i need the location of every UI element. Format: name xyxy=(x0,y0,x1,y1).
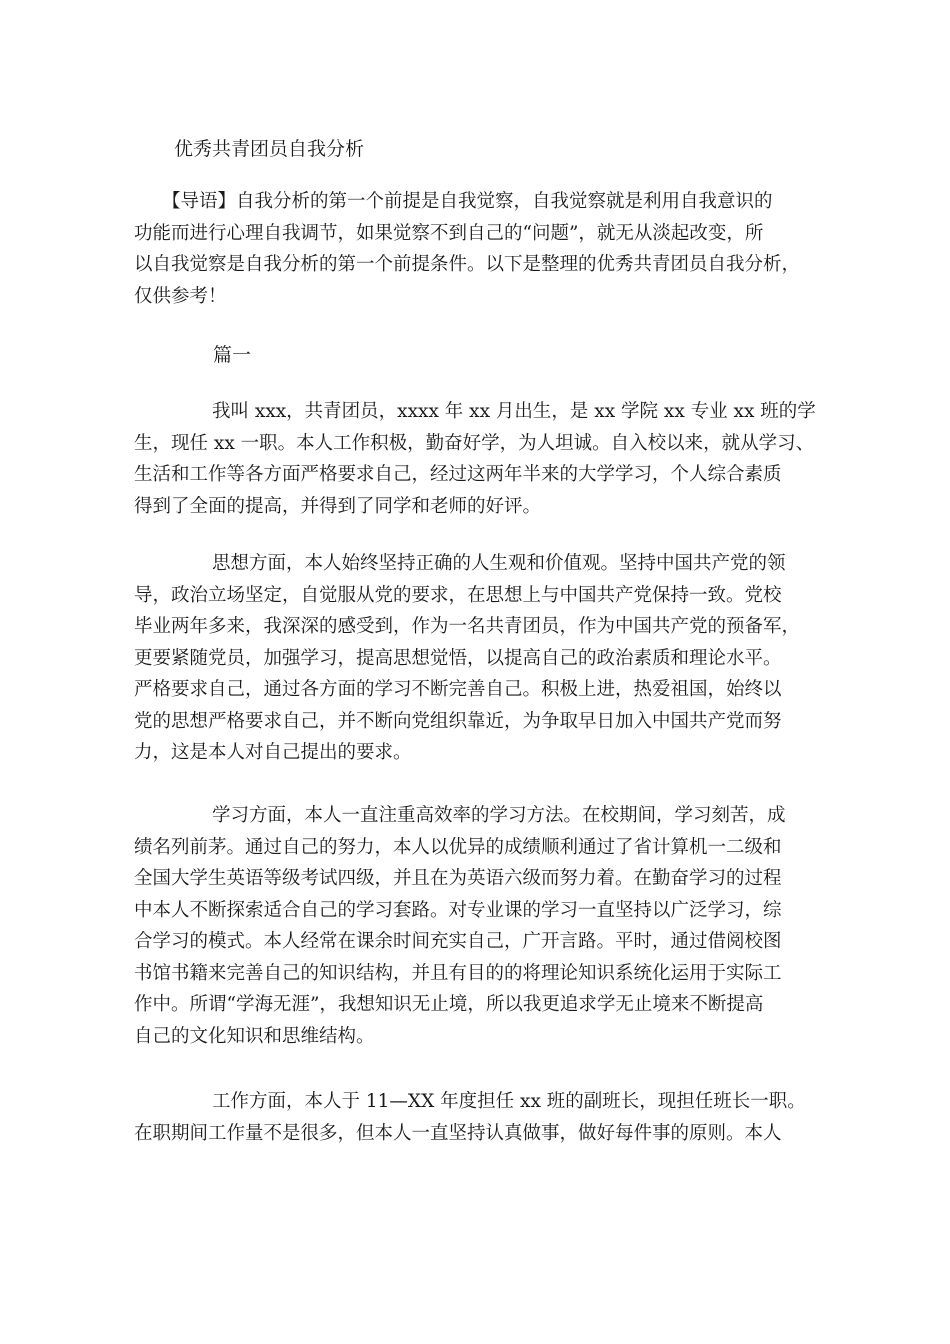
paragraph-3 xyxy=(134,800,820,1052)
paragraph-line: 学习方面，本人一直注重高效率的学习方法。在校期间，学习刻苦，成 xyxy=(212,805,786,826)
paragraph-line: 思想方面，本人始终坚持正确的人生观和价值观。坚持中国共产党的领 xyxy=(212,553,786,574)
intro-line: 仅供参考！ xyxy=(134,285,227,307)
intro-line: 【导语】自我分析的第一个前提是自我觉察，自我觉察就是利用自我意识的 xyxy=(162,191,773,212)
paragraph-line: 得到了全面的提高，并得到了同学和老师的好评。 xyxy=(134,495,542,517)
paragraph-line: 工作方面，本人于 11—XX 年度担任 xx 班的副班长，现担任班长一职。 xyxy=(212,1091,806,1112)
paragraph-line: 作中。所谓“学海无涯”，我想知识无止境，所以我更追求学无止境来不断提高 xyxy=(134,994,764,1015)
paragraph-line: 我叫 xxx，共青团员，xxxx 年 xx 月出生，是 xx 学院 xx 专业 xx 班的学 xyxy=(212,401,816,422)
paragraph-line: 生活和工作等各方面严格要求自己，经过这两年半来的大学学习，个人综合素质 xyxy=(134,464,782,485)
paragraph-line: 生，现任 xx 一职。本人工作积极，勤奋好学，为人坦诚。自入校以来，就从学习、 xyxy=(134,432,815,454)
paragraph-line: 在职期间工作量不是很多，但本人一直坚持认真做事，做好每件事的原则。本人 xyxy=(134,1122,782,1144)
section-heading: 篇一 xyxy=(213,344,252,366)
paragraph-line: 中本人不断探索适合自己的学习套路。对专业课的学习一直坚持以广泛学习，综 xyxy=(134,899,782,921)
paragraph-line: 全国大学生英语等级考试四级，并且在为英语六级而努力着。在勤奋学习的过程 xyxy=(134,868,782,889)
paragraph-4 xyxy=(134,1086,820,1149)
paragraph-line: 更要紧随党员，加强学习，提高思想觉悟，以提高自己的政治素质和理论水平。 xyxy=(134,647,782,669)
paragraph-line: 严格要求自己，通过各方面的学习不断完善自己。积极上进，热爱祖国，始终以 xyxy=(134,679,782,700)
paragraph-line: 绩名列前茅。通过自己的努力，本人以优异的成绩顺利通过了省计算机一二级和 xyxy=(134,836,782,858)
intro-line: 以自我觉察是自我分析的第一个前提条件。以下是整理的优秀共青团员自我分析， xyxy=(134,254,801,275)
paragraph-line: 党的思想严格要求自己，并不断向党组织靠近，为争取早日加入中国共产党而努 xyxy=(134,710,782,732)
intro-paragraph xyxy=(134,186,820,312)
intro-line: 功能而进行心理自我调节，如果觉察不到自己的“问题”，就无从淡起改变，所 xyxy=(134,222,764,244)
paragraph-line: 导，政治立场坚定，自觉服从党的要求，在思想上与中国共产党保持一致。党校 xyxy=(134,584,782,606)
paragraph-line: 力，这是本人对自己提出的要求。 xyxy=(134,742,412,763)
paragraph-1 xyxy=(134,396,820,522)
document-title: 优秀共青团员自我分析 xyxy=(174,138,365,160)
paragraph-2 xyxy=(134,548,820,769)
paragraph-line: 书馆书籍来完善自己的知识结构，并且有目的的将理论知识系统化运用于实际工 xyxy=(134,962,782,984)
paragraph-line: 毕业两年多来，我深深的感受到，作为一名共青团员，作为中国共产党的预备军， xyxy=(134,616,801,637)
paragraph-line: 自己的文化知识和思维结构。 xyxy=(134,1025,375,1047)
paragraph-line: 合学习的模式。本人经常在课余时间充实自己，广开言路。平时，通过借阅校图 xyxy=(134,931,782,952)
